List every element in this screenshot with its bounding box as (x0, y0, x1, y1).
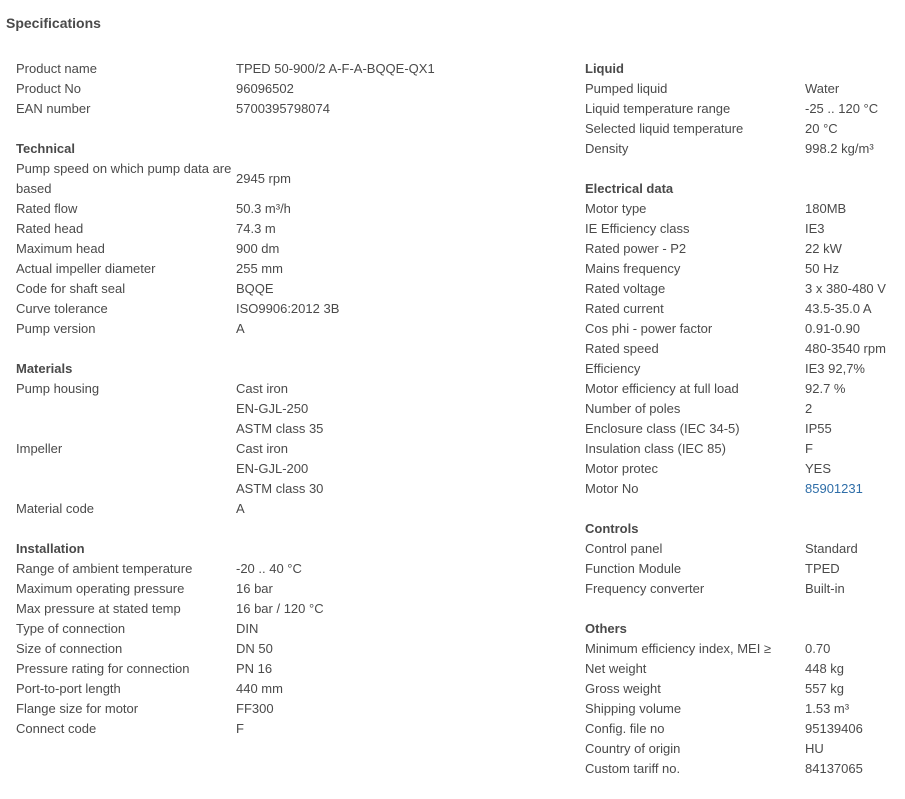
spec-label: Insulation class (IEC 85) (585, 441, 726, 456)
spec-label: Selected liquid temperature (585, 121, 744, 136)
spec-values (805, 699, 849, 719)
spec-value: FF300 (236, 701, 274, 716)
spec-values (236, 619, 258, 639)
spec-label: Country of origin (585, 741, 681, 756)
spec-values (805, 139, 874, 159)
spec-values (236, 159, 291, 199)
spec-value: Built-in (805, 581, 845, 596)
spec-label: Code for shaft seal (16, 281, 126, 296)
spec-label: Motor protec (585, 461, 658, 476)
section-title: Technical (16, 141, 76, 156)
page-title: Specifications (6, 15, 101, 31)
spec-section-controls (585, 519, 895, 599)
spec-label: Config. file no (585, 721, 665, 736)
spec-label: Pressure rating for connection (16, 661, 190, 676)
spec-values (805, 479, 863, 499)
spec-values (805, 659, 844, 679)
spec-row-pump-version (16, 319, 576, 339)
spec-value: Standard (805, 541, 858, 556)
spec-value: 5700395798074 (236, 101, 330, 116)
spec-label: Cos phi - power factor (585, 321, 713, 336)
spec-value: 2945 rpm (236, 171, 291, 186)
spec-value: HU (805, 741, 824, 756)
section-title: Liquid (585, 61, 624, 76)
spec-values (236, 499, 245, 519)
spec-value: 92.7 % (805, 381, 846, 396)
spec-row-motor-efficiency-at-full-load (585, 379, 895, 399)
spec-values (805, 219, 825, 239)
spec-row-ie-efficiency-class (585, 219, 895, 239)
spec-row-frequency-converter (585, 579, 895, 599)
spec-label: Shipping volume (585, 701, 682, 716)
spec-row-efficiency (585, 359, 895, 379)
spec-label: Max pressure at stated temp (16, 601, 181, 616)
spec-value: 440 mm (236, 681, 283, 696)
spec-values (236, 379, 323, 439)
spec-values (805, 199, 846, 219)
spec-values (805, 579, 845, 599)
spec-label: Mains frequency (585, 261, 681, 276)
spec-label: Size of connection (16, 641, 123, 656)
section-title: Electrical data (585, 181, 674, 196)
spec-label: Net weight (585, 661, 647, 676)
spec-row-rated-current (585, 299, 895, 319)
spec-row-rated-flow (16, 199, 576, 219)
spec-value: 96096502 (236, 81, 294, 96)
spec-label: Custom tariff no. (585, 761, 681, 776)
section-title: Installation (16, 541, 85, 556)
spec-row-product-no (16, 79, 576, 99)
spec-row-curve-tolerance (16, 299, 576, 319)
spec-value: 557 kg (805, 681, 845, 696)
spec-row-enclosure-class-iec-34-5 (585, 419, 895, 439)
spec-values (805, 639, 830, 659)
spec-value: -20 .. 40 °C (236, 561, 302, 576)
spec-value: F (236, 721, 244, 736)
spec-row-actual-impeller-diameter (16, 259, 576, 279)
spec-label: Rated voltage (585, 281, 666, 296)
spec-value: 0.91-0.90 (805, 321, 860, 336)
spec-label: EAN number (16, 101, 91, 116)
spec-values (236, 319, 245, 339)
spec-value: 180MB (805, 201, 847, 216)
spec-row-maximum-head (16, 239, 576, 259)
spec-values (805, 759, 863, 779)
section-title: Others (585, 621, 627, 636)
spec-values (236, 559, 302, 579)
spec-values (805, 339, 886, 359)
spec-label: Gross weight (585, 681, 661, 696)
spec-label: Flange size for motor (16, 701, 139, 716)
spec-value: Cast iron (236, 441, 289, 456)
spec-row-minimum-efficiency-index-mei (585, 639, 895, 659)
spec-values (236, 679, 283, 699)
spec-label: Motor efficiency at full load (585, 381, 739, 396)
spec-values (236, 579, 273, 599)
spec-value: ASTM class 35 (236, 421, 324, 436)
spec-values (236, 279, 274, 299)
spec-values (805, 399, 812, 419)
spec-value: 95139406 (805, 721, 863, 736)
spec-values (805, 679, 844, 699)
spec-section-others (585, 619, 895, 779)
spec-row-rated-head (16, 219, 576, 239)
spec-value: -25 .. 120 °C (805, 101, 879, 116)
spec-label: Pump speed on which pump data are based (16, 161, 232, 196)
spec-value: 3 x 380-480 V (805, 281, 886, 296)
spec-value: DIN (236, 621, 259, 636)
spec-value: F (805, 441, 813, 456)
spec-row-range-of-ambient-temperature (16, 559, 576, 579)
spec-label: Curve tolerance (16, 301, 108, 316)
spec-values (805, 119, 838, 139)
spec-label: Maximum operating pressure (16, 581, 185, 596)
spec-values (805, 79, 839, 99)
spec-row-flange-size-for-motor (16, 699, 576, 719)
spec-label: Enclosure class (IEC 34-5) (585, 421, 740, 436)
spec-label: Pump housing (16, 381, 100, 396)
spec-row-config-file-no (585, 719, 895, 739)
spec-section-liquid (585, 59, 895, 159)
spec-values (805, 319, 860, 339)
spec-label: Rated flow (16, 201, 78, 216)
spec-value: 50 Hz (805, 261, 839, 276)
spec-value: IE3 92,7% (805, 361, 865, 376)
spec-label: Pump version (16, 321, 96, 336)
spec-row-selected-liquid-temperature (585, 119, 895, 139)
spec-value: PN 16 (236, 661, 273, 676)
spec-values (236, 699, 274, 719)
spec-values (805, 739, 824, 759)
spec-row-rated-voltage (585, 279, 895, 299)
spec-row-motor-no (585, 479, 895, 499)
spec-label: Impeller (16, 441, 63, 456)
spec-row-pump-housing (16, 379, 576, 439)
spec-label: Rated head (16, 221, 84, 236)
spec-values (805, 359, 865, 379)
spec-values (236, 199, 291, 219)
spec-row-custom-tariff-no (585, 759, 895, 779)
spec-value: 448 kg (805, 661, 845, 676)
spec-value: BQQE (236, 281, 274, 296)
spec-row-impeller (16, 439, 576, 499)
spec-row-rated-speed (585, 339, 895, 359)
spec-section-technical (16, 139, 576, 339)
section-title: Materials (16, 361, 73, 376)
spec-label: Port-to-port length (16, 681, 121, 696)
spec-label: Function Module (585, 561, 682, 576)
spec-value: 900 dm (236, 241, 280, 256)
spec-row-country-of-origin (585, 739, 895, 759)
spec-values (236, 719, 244, 739)
spec-label: Actual impeller diameter (16, 261, 156, 276)
spec-value: 43.5-35.0 A (805, 301, 872, 316)
spec-value: 20 °C (805, 121, 838, 136)
spec-value: 2 (805, 401, 813, 416)
spec-row-density (585, 139, 895, 159)
spec-label: Density (585, 141, 629, 156)
spec-value: Cast iron (236, 381, 289, 396)
spec-section-general (16, 59, 576, 119)
spec-value: 16 bar (236, 581, 273, 596)
spec-value: 50.3 m³/h (236, 201, 291, 216)
spec-value: TPED 50-900/2 A-F-A-BQQE-QX1 (236, 61, 435, 76)
spec-label: Type of connection (16, 621, 126, 636)
spec-label: Efficiency (585, 361, 641, 376)
spec-values (805, 379, 845, 399)
spec-value: DN 50 (236, 641, 273, 656)
spec-row-gross-weight (585, 679, 895, 699)
spec-row-shipping-volume (585, 699, 895, 719)
spec-values (805, 439, 813, 459)
spec-values (805, 239, 842, 259)
spec-label: Product No (16, 81, 82, 96)
spec-values (236, 239, 279, 259)
spec-label: Liquid temperature range (585, 101, 731, 116)
spec-value: TPED (805, 561, 840, 576)
spec-value: 1.53 m³ (805, 701, 850, 716)
spec-values (805, 559, 840, 579)
spec-row-max-pressure-at-stated-temp (16, 599, 576, 619)
spec-row-port-to-port-length (16, 679, 576, 699)
spec-row-pumped-liquid (585, 79, 895, 99)
spec-label: Minimum efficiency index, MEI ≥ (585, 641, 772, 656)
spec-value: 84137065 (805, 761, 863, 776)
spec-row-net-weight (585, 659, 895, 679)
spec-row-function-module (585, 559, 895, 579)
spec-row-type-of-connection (16, 619, 576, 639)
spec-row-motor-type (585, 199, 895, 219)
spec-section-installation (16, 539, 576, 739)
spec-values (236, 639, 273, 659)
spec-label: Range of ambient temperature (16, 561, 193, 576)
spec-values (805, 99, 878, 119)
spec-label: Maximum head (16, 241, 105, 256)
spec-value: 74.3 m (236, 221, 276, 236)
spec-values (805, 299, 872, 319)
spec-value: YES (805, 461, 832, 476)
spec-values (805, 539, 858, 559)
spec-label: Number of poles (585, 401, 681, 416)
spec-row-liquid-temperature-range (585, 99, 895, 119)
spec-values (805, 719, 863, 739)
spec-value: Water (805, 81, 840, 96)
spec-value-link[interactable]: 85901231 (805, 481, 863, 496)
spec-label: Pumped liquid (585, 81, 668, 96)
spec-label: Motor No (585, 481, 639, 496)
spec-row-number-of-poles (585, 399, 895, 419)
spec-value: ASTM class 30 (236, 481, 324, 496)
spec-row-ean-number (16, 99, 576, 119)
spec-label: Rated current (585, 301, 664, 316)
spec-label: Rated speed (585, 341, 659, 356)
spec-row-connect-code (16, 719, 576, 739)
spec-values (236, 599, 324, 619)
section-title: Controls (585, 521, 639, 536)
spec-row-insulation-class-iec-85 (585, 439, 895, 459)
spec-values (805, 259, 839, 279)
spec-values (236, 79, 294, 99)
spec-label: Connect code (16, 721, 97, 736)
left-spec-column (16, 59, 576, 759)
spec-row-pump-speed-on-which-pump-data-are-based (16, 159, 576, 199)
spec-values (236, 439, 323, 499)
spec-row-mains-frequency (585, 259, 895, 279)
spec-values (805, 459, 831, 479)
spec-values (236, 219, 276, 239)
spec-values (236, 259, 283, 279)
spec-values (236, 99, 330, 119)
spec-values (236, 659, 272, 679)
spec-value: EN-GJL-200 (236, 461, 309, 476)
spec-value: 22 kW (805, 241, 842, 256)
spec-label: Frequency converter (585, 581, 705, 596)
spec-value: 255 mm (236, 261, 283, 276)
spec-row-cos-phi-power-factor (585, 319, 895, 339)
spec-label: Motor type (585, 201, 647, 216)
spec-value: A (236, 501, 245, 516)
spec-row-code-for-shaft-seal (16, 279, 576, 299)
spec-row-rated-power-p2 (585, 239, 895, 259)
spec-value: ISO9906:2012 3B (236, 301, 340, 316)
spec-label: Control panel (585, 541, 663, 556)
spec-row-maximum-operating-pressure (16, 579, 576, 599)
right-spec-column (585, 59, 895, 799)
spec-label: Product name (16, 61, 97, 76)
spec-value: IP55 (805, 421, 832, 436)
spec-values (236, 299, 339, 319)
spec-value: 0.70 (805, 641, 831, 656)
spec-label: Material code (16, 501, 95, 516)
spec-values (805, 419, 832, 439)
spec-section-materials (16, 359, 576, 519)
spec-value: A (236, 321, 245, 336)
spec-value: IE3 (805, 221, 825, 236)
spec-values (236, 59, 435, 79)
spec-row-size-of-connection (16, 639, 576, 659)
spec-section-electrical (585, 179, 895, 499)
spec-row-motor-protec (585, 459, 895, 479)
spec-row-control-panel (585, 539, 895, 559)
spec-label: IE Efficiency class (585, 221, 690, 236)
spec-row-material-code (16, 499, 576, 519)
spec-value: 998.2 kg/m³ (805, 141, 874, 156)
spec-value: 480-3540 rpm (805, 341, 886, 356)
spec-values (805, 279, 886, 299)
spec-row-pressure-rating-for-connection (16, 659, 576, 679)
spec-row-product-name (16, 59, 576, 79)
spec-value: EN-GJL-250 (236, 401, 309, 416)
spec-label: Rated power - P2 (585, 241, 687, 256)
spec-value: 16 bar / 120 °C (236, 601, 324, 616)
